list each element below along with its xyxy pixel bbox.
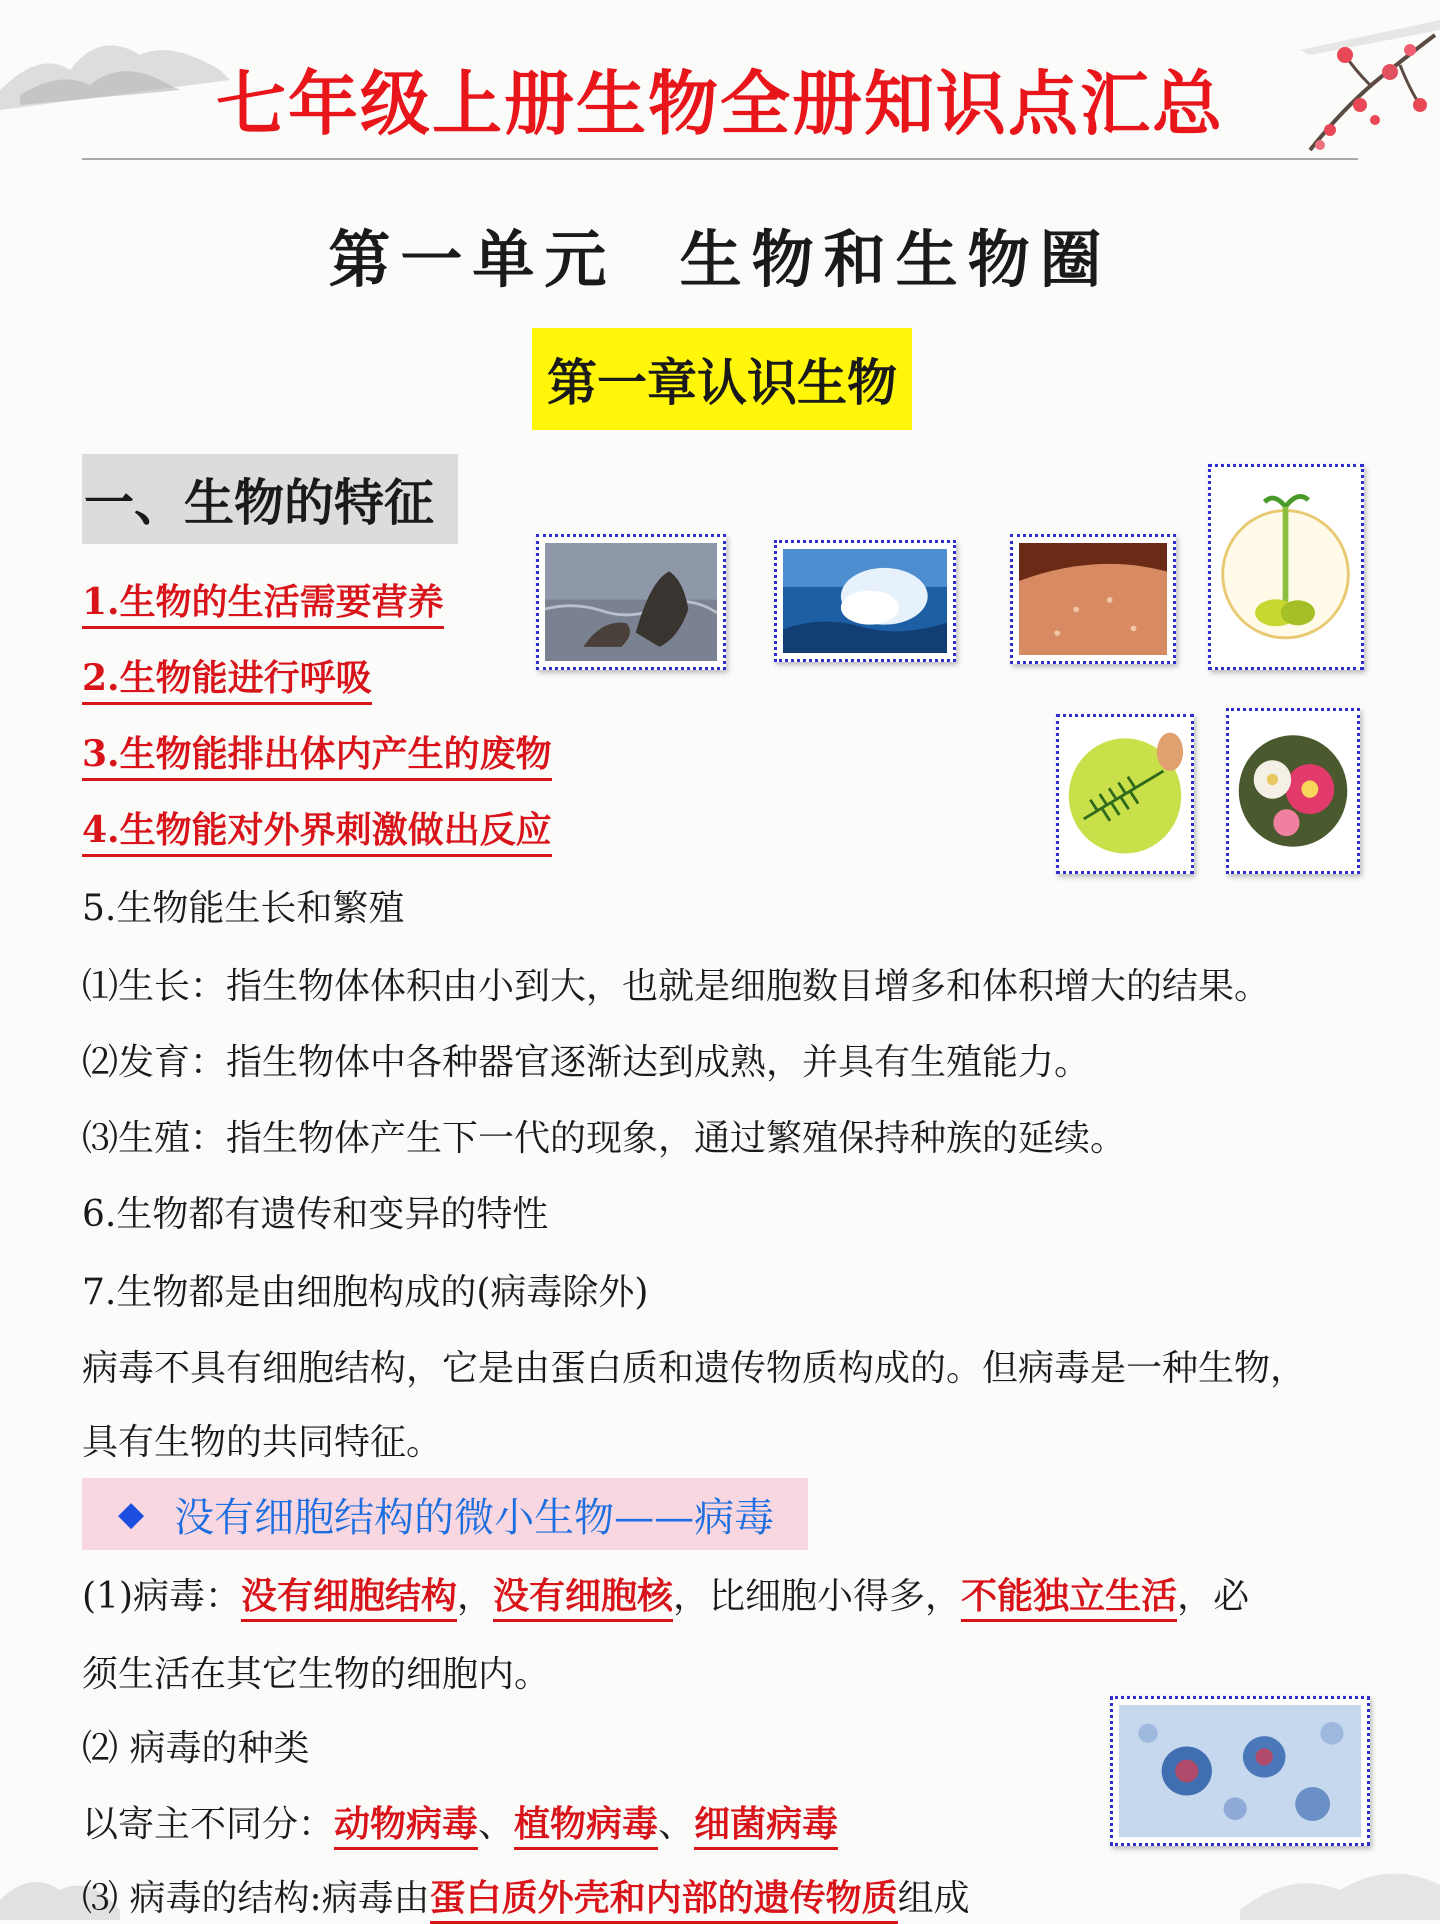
virus-point-1-highlight-2: 没有细胞核 (493, 1575, 673, 1622)
sprouting-seedling-photo (1208, 464, 1364, 670)
virus-type-animal: 动物病毒 (334, 1803, 478, 1850)
virus-microscope-photo (1110, 1696, 1370, 1846)
virus-point-3-sep-2: 、 (658, 1804, 695, 1845)
virus-type-bacteria: 细菌病毒 (694, 1803, 838, 1850)
section-heading-text: 一、生物的特征 (84, 473, 434, 532)
virus-point-4 (82, 1870, 970, 1921)
virus-type-plant: 植物病毒 (514, 1803, 658, 1850)
virus-subheading-text: 没有细胞结构的微小生物——病毒 (174, 1494, 775, 1541)
feature-item-3 (82, 726, 552, 777)
virus-point-4-prefix: ⑶ 病毒的结构:病毒由 (82, 1878, 430, 1919)
title-divider (82, 158, 1358, 160)
virus-subheading (82, 1478, 808, 1550)
virus-point-1-mid: ，比细胞小得多， (673, 1576, 962, 1617)
feature-item-4-text: 4.生物能对外界刺激做出反应 (82, 809, 552, 857)
feature-item-2 (82, 650, 372, 701)
virus-point-1-line-2: 须生活在其它生物的细胞内。 (82, 1654, 551, 1695)
flowers-photo (1226, 708, 1360, 874)
virus-point-3-prefix: 以寄主不同分： (82, 1804, 335, 1845)
virus-point-1-prefix: (1)病毒： (82, 1576, 241, 1617)
growth-detail-2: ⑵发育：指生物体中各种器官逐渐达到成熟，并具有生殖能力。 (82, 1042, 1091, 1083)
feature-item-1-text: 1.生物的生活需要营养 (82, 581, 444, 629)
virus-note-line-1: 病毒不具有细胞结构，它是由蛋白质和遗传物质构成的。但病毒是一种生物， (82, 1348, 1307, 1389)
virus-point-2: ⑵ 病毒的种类 (82, 1728, 310, 1769)
virus-note-line-2: 具有生物的共同特征。 (82, 1422, 443, 1463)
chapter-title (532, 328, 912, 430)
growth-detail-1: ⑴生长：指生物体体积由小到大，也就是细胞数目增多和体积增大的结果。 (82, 966, 1271, 1007)
feature-item-4 (82, 802, 552, 853)
feature-item-6: 6.生物都有遗传和变异的特性 (82, 1194, 549, 1235)
document-title: 七年级上册生物全册知识点汇总 (216, 63, 1224, 145)
human-skin-sweat-photo (1010, 534, 1176, 664)
whale-spout-photo (774, 540, 956, 662)
virus-point-1-end: ，必 (1177, 1576, 1250, 1617)
virus-point-3 (82, 1796, 838, 1847)
chapter-title-text: 第一章认识生物 (547, 353, 897, 412)
unit-title: 第一单元 生物和生物圈 (328, 223, 1112, 296)
virus-point-4-end: 组成 (897, 1878, 970, 1919)
feature-item-2-text: 2.生物能进行呼吸 (82, 657, 372, 705)
virus-point-1-sep: ， (457, 1576, 494, 1617)
feature-item-7: 7.生物都是由细胞构成的(病毒除外) (82, 1272, 649, 1313)
diamond-bullet-icon: ◆ (118, 1494, 145, 1534)
mimosa-leaf-touch-photo (1056, 714, 1194, 874)
virus-point-1-highlight-1: 没有细胞结构 (241, 1575, 457, 1622)
dolphin-feeding-photo (536, 534, 726, 670)
feature-item-5: 5.生物能生长和繁殖 (82, 888, 405, 929)
virus-point-3-sep-1: 、 (478, 1804, 515, 1845)
virus-point-4-highlight: 蛋白质外壳和内部的遗传物质 (430, 1877, 898, 1924)
feature-item-3-text: 3.生物能排出体内产生的废物 (82, 733, 552, 781)
growth-detail-3: ⑶生殖：指生物体产生下一代的现象，通过繁殖保持种族的延续。 (82, 1118, 1127, 1159)
virus-point-1-highlight-3: 不能独立生活 (961, 1575, 1177, 1622)
feature-item-1 (82, 574, 444, 625)
section-heading (82, 454, 458, 544)
virus-point-1 (82, 1568, 1249, 1619)
